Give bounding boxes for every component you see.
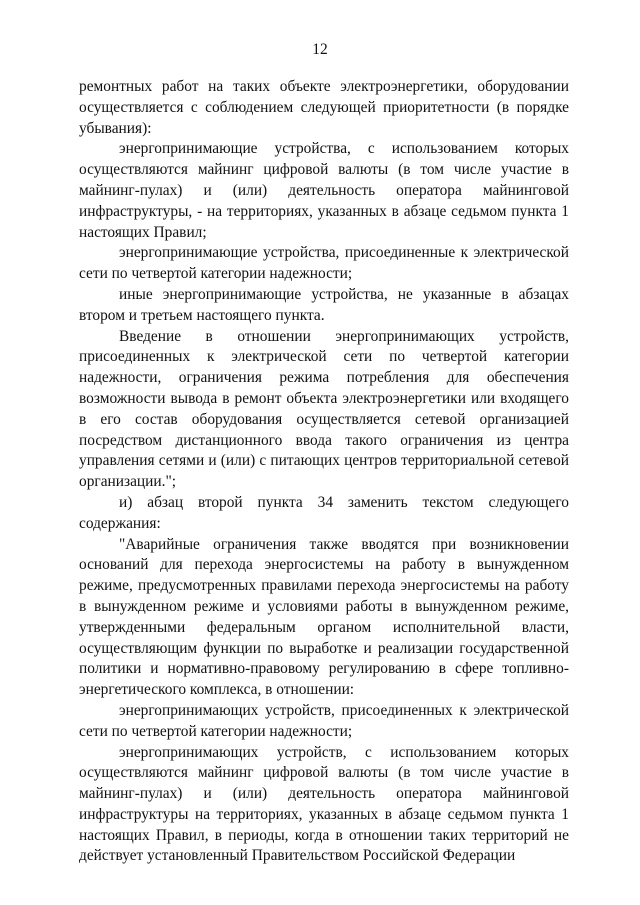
- paragraph-other-devices: иные энергопринимающие устройства, не указанные в абзацах втором и третьем настоящего пункта.: [79, 285, 569, 324]
- paragraph-mining-devices-2: энергопринимающих устройств, с использованием которых осуществляются майнинг цифровой валюты (в том числе участие в майнинг-пулах) и (или) деятельность оператора майнинговой инфраструктуры на территориях, указанных в абзаце седьмом пункта 1 настоящих Правил, в периоды, когда в отношении таких территорий не действует установленный Правительством Российской Федерации: [79, 743, 569, 865]
- paragraph-continuation: ремонтных работ на таких объекте электроэнергетики, оборудовании осуществляется с соблюдением следующей приоритетности (в порядке убывания):: [79, 78, 569, 137]
- paragraph-fourth-category: энергопринимающие устройства, присоединенные к электрической сети по четвертой категории надежности;: [79, 244, 569, 283]
- paragraph-fourth-category-2: энергопринимающих устройств, присоединенных к электрической сети по четвертой категории надежности;: [79, 701, 569, 740]
- document-body: [79, 77, 569, 867]
- page-number: 12: [312, 41, 328, 58]
- paragraph-remote-restriction: Введение в отношении энергопринимающих устройств, присоединенных к электрической сети по четвертой категории надежности, ограничения режима потребления для обеспечения возможности вывода в ремонт объекта электроэнергетики или входящего в его состав оборудования осуществляется сетевой организацией посредством дистанционного ввода такого ограничения из центра управления сетями и (или) с питающих центров территориальной сетевой организации.";: [79, 327, 569, 491]
- paragraph-mining-devices: энергопринимающие устройства, с использованием которых осуществляются майнинг цифровой валюты (в том числе участие в майнинг-пулах) и (или) деятельность оператора майнинговой инфраструктуры, - на территориях, указанных в абзаце седьмом пункта 1 настоящих Правил;: [79, 140, 569, 241]
- paragraph-emergency-restrictions: "Аварийные ограничения также вводятся при возникновении оснований для перехода энергосистемы на работу в вынужденном режиме, предусмотренных правилами перехода энергосистемы на работу в вынужденном режиме и условиями работы в вынужденном режиме, утвержденными федеральным органом исполнительной власти, осуществляющим функции по выработке и реализации государственной политики и нормативно-правовому регулированию в сфере топливно-энергетического комплекса, в отношении:: [79, 535, 569, 699]
- paragraph-item-i: и) абзац второй пункта 34 заменить текстом следующего содержания:: [79, 493, 569, 532]
